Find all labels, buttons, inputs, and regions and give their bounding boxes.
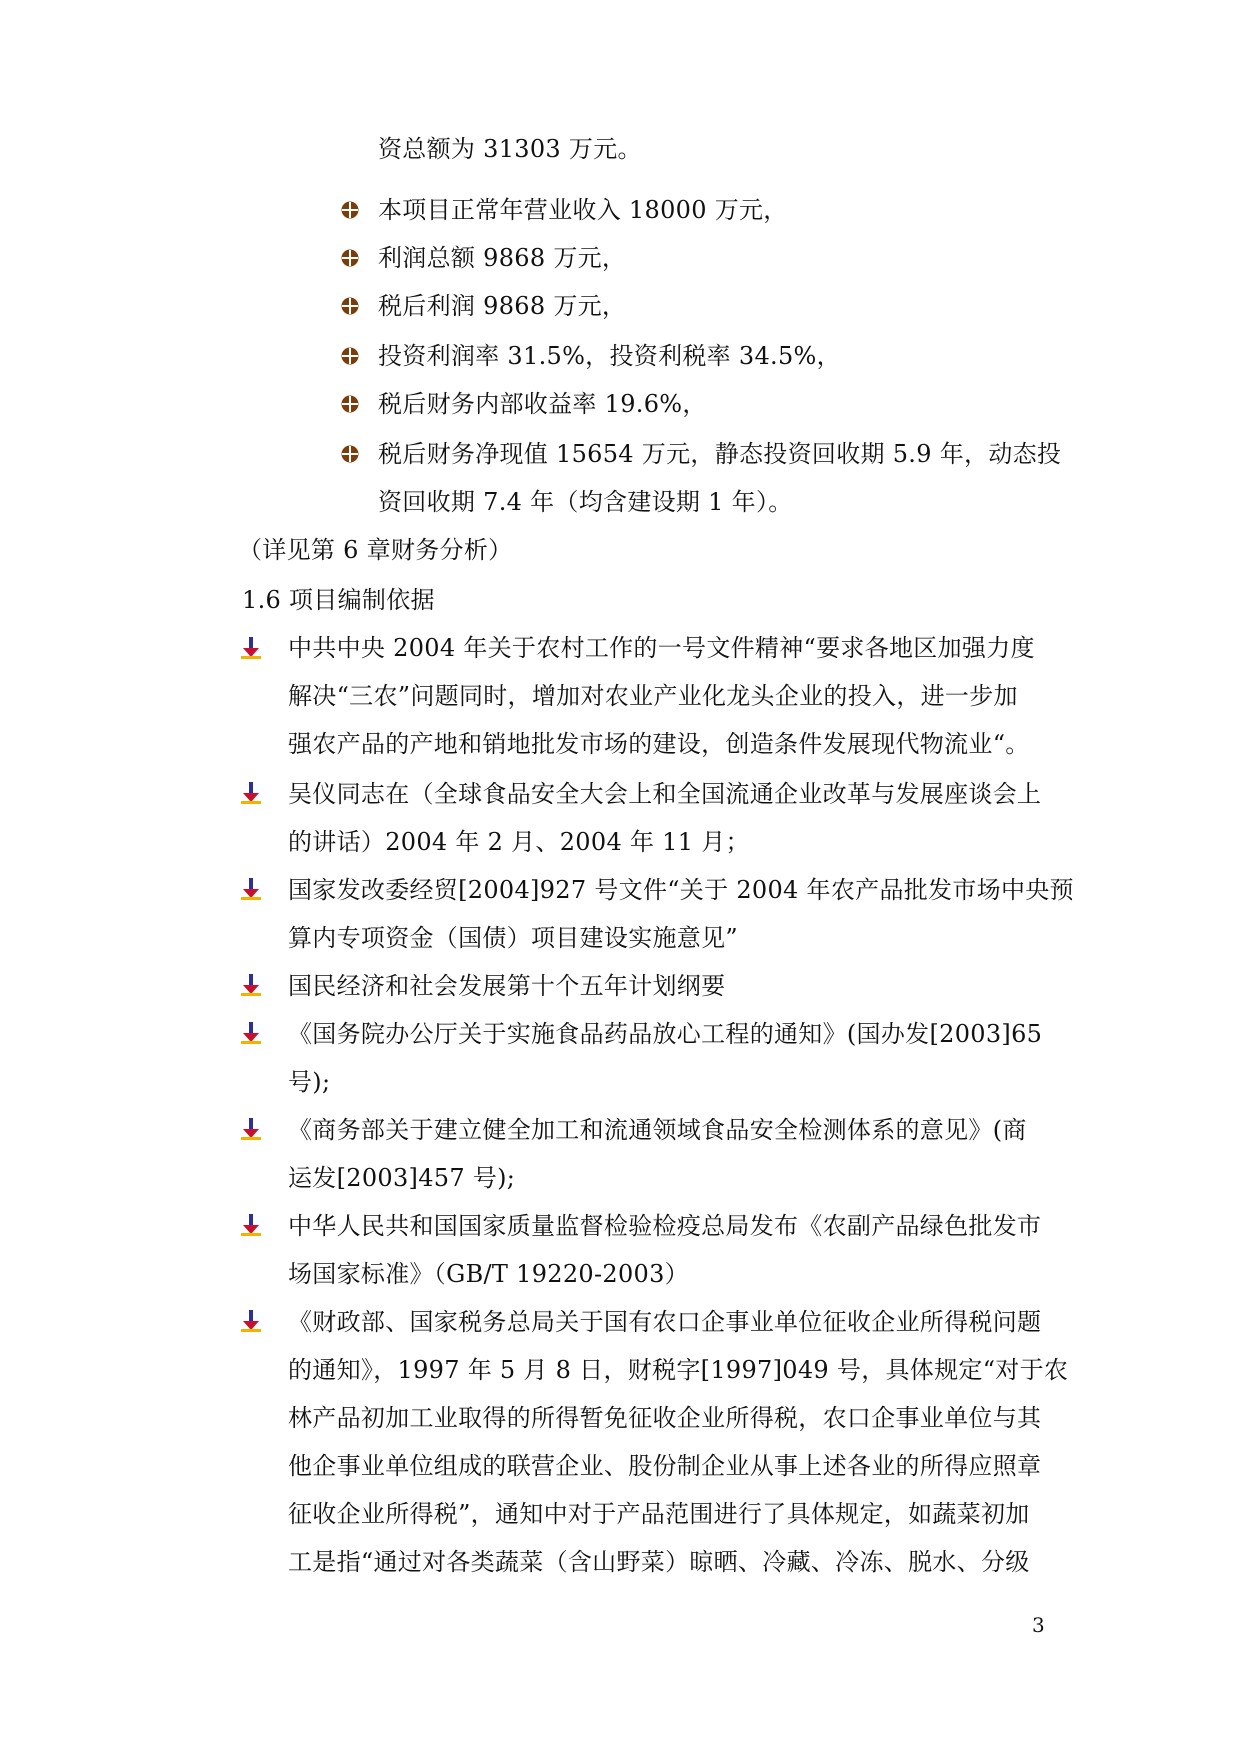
circle-cross-bullet-icon — [341, 249, 359, 267]
circle-cross-bullet-icon — [341, 347, 359, 365]
arrow-bullet-icon — [240, 1213, 262, 1237]
finance-item-line: 税后财务内部收益率 19.6%， — [378, 390, 707, 418]
circle-cross-bullet-icon — [341, 201, 359, 219]
arrow-bullet-icon — [240, 781, 262, 805]
circle-cross-bullet-icon — [341, 445, 359, 463]
reference-note: （详见第 6 章财务分析） — [238, 536, 513, 564]
finance-item-line: 投资利润率 31.5%，投资利税率 34.5%， — [378, 342, 841, 370]
fragment-line: 资总额为 31303 万元。 — [378, 135, 642, 163]
basis-item-line: 号); — [288, 1068, 331, 1096]
basis-item-line: 《国务院办公厅关于实施食品药品放心工程的通知》(国办发[2003]65 — [288, 1020, 1043, 1048]
circle-cross-bullet-icon — [341, 395, 359, 413]
basis-item-line: 场国家标准》（GB/T 19220-2003） — [288, 1260, 689, 1288]
basis-item-line: 《财政部、国家税务总局关于国有农口企事业单位征收企业所得税问题 — [288, 1308, 1042, 1336]
basis-item-line: 运发[2003]457 号); — [288, 1164, 516, 1192]
arrow-bullet-icon — [240, 1117, 262, 1141]
basis-item-line: 的通知》，1997 年 5 月 8 日，财税字[1997]049 号，具体规定“对于农 — [288, 1356, 1069, 1384]
basis-item-line: 中华人民共和国国家质量监督检验检疫总局发布《农副产品绿色批发市 — [288, 1212, 1042, 1240]
basis-item-line: 解决“三农”问题同时，增加对农业产业化龙头企业的投入，进一步加 — [288, 682, 1018, 710]
basis-item-line: 吴仪同志在（全球食品安全大会上和全国流通企业改革与发展座谈会上 — [288, 780, 1042, 808]
basis-item-line: 征收企业所得税”，通知中对于产品范围进行了具体规定，如蔬菜初加 — [288, 1500, 1030, 1528]
finance-item-line: 税后利润 9868 万元， — [378, 292, 627, 320]
section-heading: 1.6 项目编制依据 — [242, 586, 435, 614]
basis-item-line: 国家发改委经贸[2004]927 号文件“关于 2004 年农产品批发市场中央预 — [288, 876, 1074, 904]
finance-item-line: 资回收期 7.4 年（均含建设期 1 年）。 — [378, 488, 793, 516]
basis-item-line: 《商务部关于建立健全加工和流通领域食品安全检测体系的意见》(商 — [288, 1116, 1027, 1144]
basis-item-line: 算内专项资金（国债）项目建设实施意见” — [288, 924, 738, 952]
arrow-bullet-icon — [240, 877, 262, 901]
basis-item-line: 林产品初加工业取得的所得暂免征收企业所得税，农口企事业单位与其 — [288, 1404, 1042, 1432]
arrow-bullet-icon — [240, 1309, 262, 1333]
basis-item-line: 国民经济和社会发展第十个五年计划纲要 — [288, 972, 726, 1000]
basis-item-line: 的讲话）2004 年 2 月、2004 年 11 月； — [288, 828, 750, 856]
page-number: 3 — [1032, 1613, 1045, 1637]
basis-item-line: 他企事业单位组成的联营企业、股份制企业从事上述各业的所得应照章 — [288, 1452, 1042, 1480]
arrow-bullet-icon — [240, 1021, 262, 1045]
arrow-bullet-icon — [240, 973, 262, 997]
arrow-bullet-icon — [240, 636, 262, 660]
basis-item-line: 强农产品的产地和销地批发市场的建设，创造条件发展现代物流业“。 — [288, 730, 1030, 758]
basis-item-line: 中共中央 2004 年关于农村工作的一号文件精神“要求各地区加强力度 — [288, 634, 1035, 662]
finance-item-line: 税后财务净现值 15654 万元，静态投资回收期 5.9 年，动态投 — [378, 440, 1062, 468]
circle-cross-bullet-icon — [341, 297, 359, 315]
finance-item-line: 利润总额 9868 万元， — [378, 244, 627, 272]
basis-item-line: 工是指“通过对各类蔬菜（含山野菜）晾晒、冷藏、冷冻、脱水、分级 — [288, 1548, 1030, 1576]
finance-item-line: 本项目正常年营业收入 18000 万元， — [378, 196, 788, 224]
